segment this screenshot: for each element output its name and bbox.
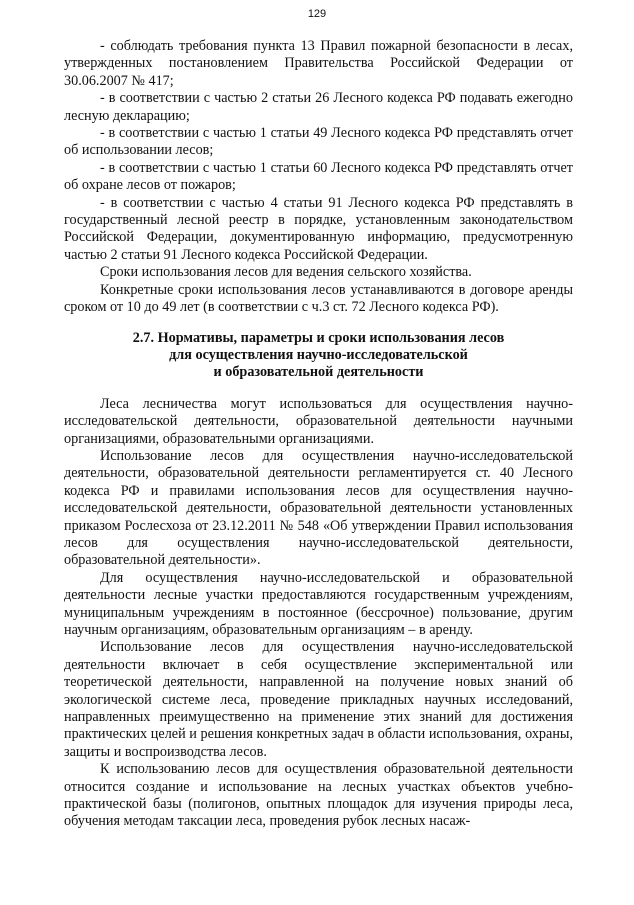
page-number: 129 bbox=[307, 8, 327, 20]
paragraph: - в соответствии с частью 1 статьи 49 Лесного кодекса РФ представлять отчет об использовании лесов; bbox=[64, 125, 573, 159]
paragraph: Использование лесов для осуществления научно-исследовательской деятельности, образовательной деятельности регламентируется ст. 40 Лесного кодекса РФ и правилами использования лесов для осуществления научно-исследовательской деятельности, образовательной деятельности установленных приказом Рослесхоза от 23.12.2011 № 548 «Об утверждении Правил использования лесов для осуществления научно-исследовательской деятельности, образовательной деятельности». bbox=[64, 447, 573, 569]
document-body bbox=[64, 38, 573, 831]
heading-line: 2.7. Нормативы, параметры и сроки использования лесов bbox=[132, 329, 505, 346]
paragraph: Для осуществления научно-исследовательской и образовательной деятельности лесные участки предоставляются государственным учреждениям, муниципальным учреждениям в постоянное (бессрочное) пользование, другим научным организациям, образовательным организациям – в аренду. bbox=[64, 569, 573, 638]
paragraph: - в соответствии с частью 4 статьи 91 Лесного кодекса РФ представлять в государственный лесной реестр в порядке, установленным законодательством Российской Федерации, документированную информацию, предусмотренную частью 2 статьи 91 Лесного кодекса Российской Федерации. bbox=[64, 194, 573, 263]
paragraph: - соблюдать требования пункта 13 Правил пожарной безопасности в лесах, утвержденных постановлением Правительства Российской Федерации от 30.06.2007 № 417; bbox=[64, 38, 573, 89]
paragraph: - в соответствии с частью 1 статьи 60 Лесного кодекса РФ представлять отчет об охране лесов от пожаров; bbox=[64, 159, 573, 194]
paragraph: Конкретные сроки использования лесов устанавливаются в договоре аренды сроком от 10 до 49 лет (в соответствии с ч.3 ст. 72 Лесного кодекса РФ). bbox=[64, 281, 573, 316]
paragraph: Леса лесничества могут использоваться для осуществления научно-исследовательской деятельности, образовательной деятельности научными организациями, образовательными организациями. bbox=[64, 395, 573, 447]
heading-line: и образовательной деятельности bbox=[213, 364, 424, 381]
paragraph: Сроки использования лесов для ведения сельского хозяйства. bbox=[100, 264, 472, 281]
section-heading bbox=[64, 330, 573, 382]
heading-line: для осуществления научно-исследовательской bbox=[169, 346, 468, 363]
paragraph: К использованию лесов для осуществления образовательной деятельности относится создание и использование на лесных участках объектов учебно-практической базы (полигонов, опытных площадок для изучения природы леса, обучения методам таксации леса, проведения рубок лесных насаж- bbox=[64, 761, 573, 830]
paragraph: - в соответствии с частью 2 статьи 26 Лесного кодекса РФ подавать ежегодно лесную декларацию; bbox=[64, 90, 573, 124]
paragraph: Использование лесов для осуществления научно-исследовательской деятельности включает в себя осуществление экспериментальной или теоретической деятельности, направленной на получение новых знаний об экологической системе леса, проведение прикладных научных исследований, направленных преимущественно на применение этих знаний для достижения практических целей и решения конкретных задач в области использования, охраны, защиты и воспроизводства лесов. bbox=[64, 639, 573, 760]
